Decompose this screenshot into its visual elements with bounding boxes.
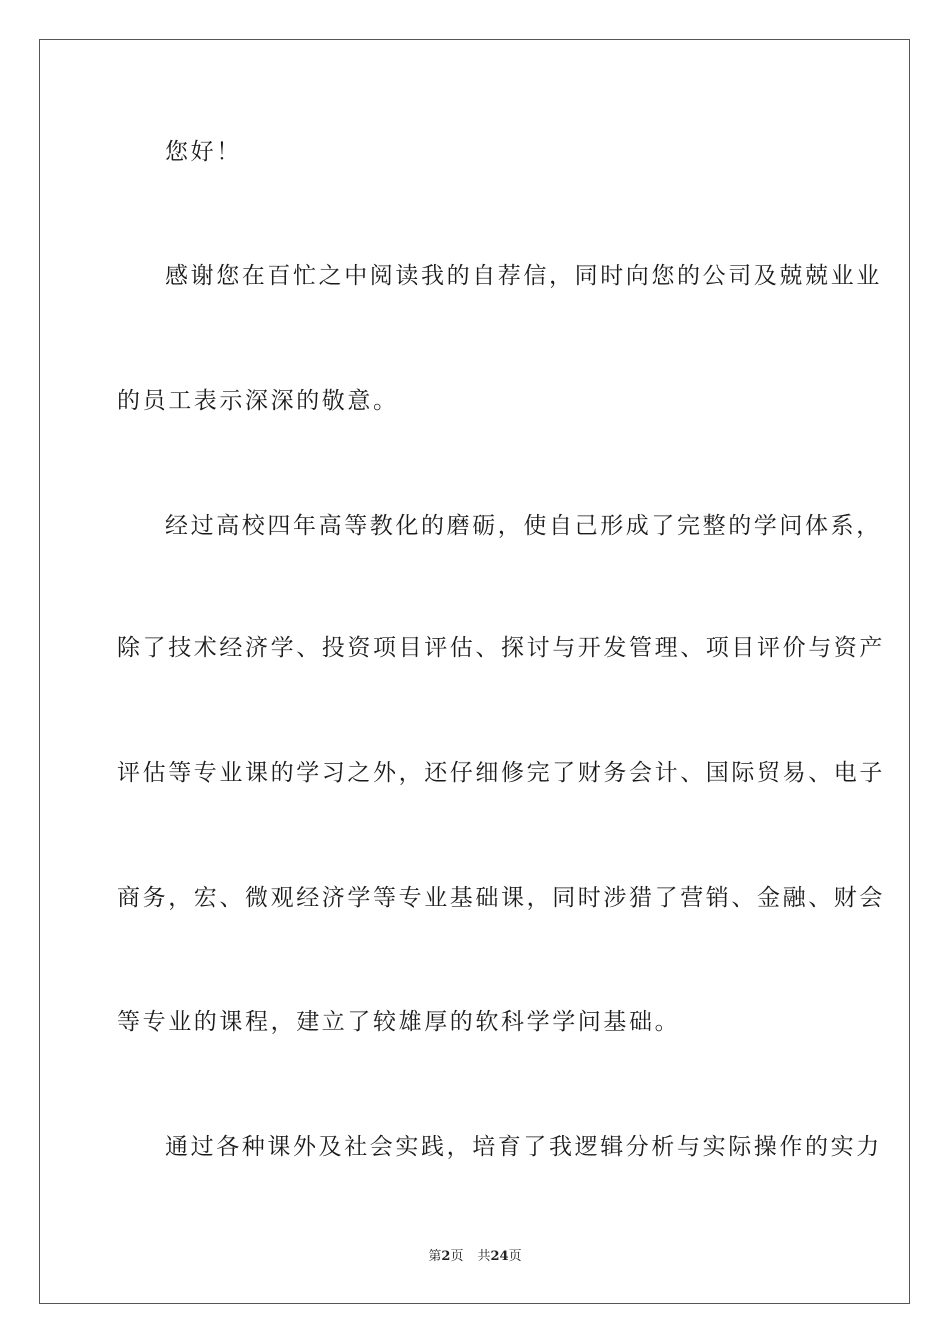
paragraph-line: 的员工表示深深的敬意。 — [117, 388, 399, 414]
footer-total-suffix: 页 — [508, 1249, 522, 1264]
paragraph-line: 商务，宏、微观经济学等专业基础课，同时涉猎了营销、金融、财会 — [117, 885, 885, 911]
paragraph-line: 等专业的课程，建立了较雄厚的软科学学问基础。 — [117, 1009, 681, 1035]
page-frame — [39, 39, 910, 1304]
paragraph-line: 经过高校四年高等教化的磨砺，使自己形成了完整的学问体系， — [165, 513, 882, 539]
paragraph-line: 评估等专业课的学习之外，还仔细修完了财务会计、国际贸易、电子 — [117, 760, 885, 786]
footer-page-prefix: 第 — [428, 1249, 442, 1264]
page-footer — [0, 1248, 950, 1266]
footer-total-prefix: 共 — [477, 1249, 491, 1264]
paragraph-line: 除了技术经济学、投资项目评估、探讨与开发管理、项目评价与资产 — [117, 635, 885, 661]
greeting-line: 您好！ — [165, 139, 242, 165]
paragraph-line: 感谢您在百忙之中阅读我的自荐信，同时向您的公司及兢兢业业 — [165, 263, 882, 289]
footer-total-pages: 24 — [490, 1249, 509, 1264]
paragraph-line: 通过各种课外及社会实践，培育了我逻辑分析与实际操作的实力 — [165, 1134, 882, 1160]
footer-page-suffix: 页 — [450, 1249, 464, 1264]
footer-page-number: 2 — [441, 1249, 451, 1264]
